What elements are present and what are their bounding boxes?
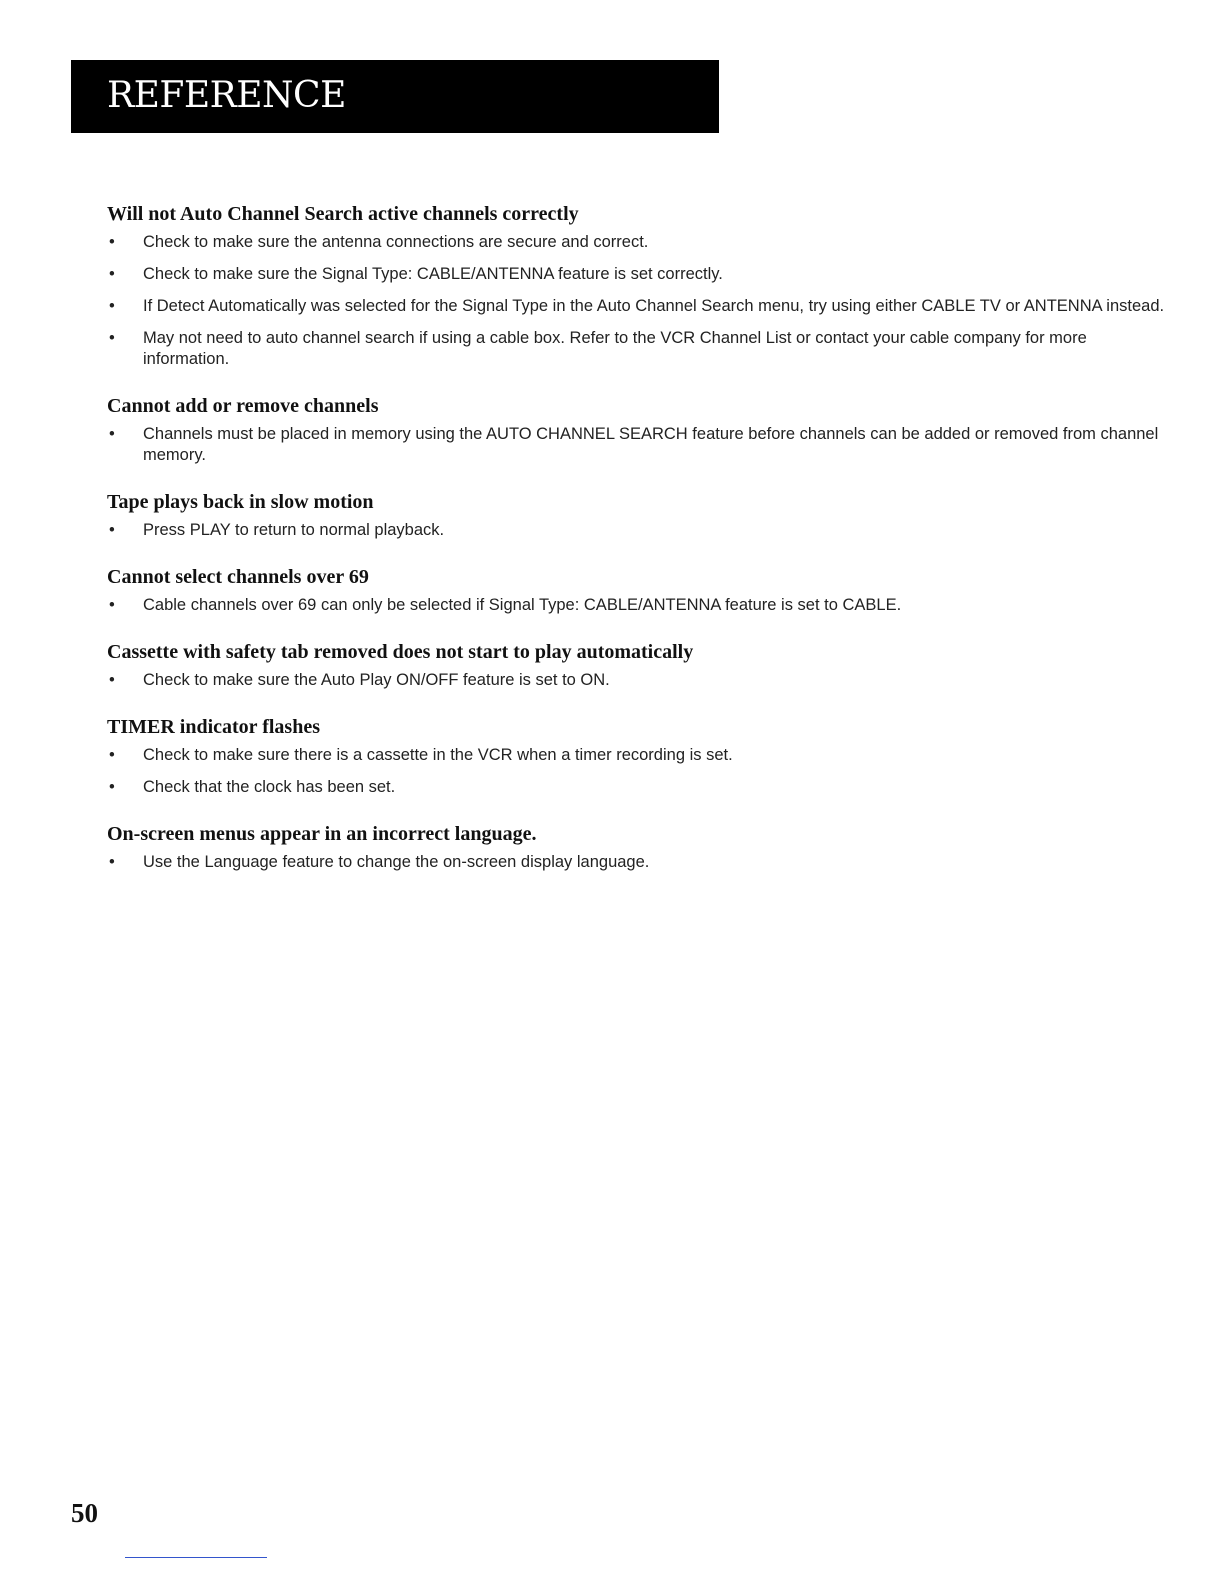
bullet-list	[107, 595, 1167, 616]
list-item-text: Check to make sure there is a cassette in the VCR when a timer recording is set.	[143, 746, 733, 764]
troubleshooting-section	[107, 712, 1167, 798]
list-item	[107, 520, 1167, 541]
list-item	[107, 745, 1167, 766]
list-item-text: Check to make sure the Auto Play ON/OFF feature is set to ON.	[143, 671, 610, 689]
bullet-icon: •	[109, 596, 115, 614]
bullet-icon: •	[109, 521, 115, 539]
bullet-icon: •	[109, 853, 115, 871]
list-item	[107, 264, 1167, 285]
bullet-list	[107, 670, 1167, 691]
bullet-icon: •	[109, 233, 115, 251]
list-item	[107, 595, 1167, 616]
bullet-icon: •	[109, 329, 115, 347]
link-underline	[125, 1557, 267, 1558]
section-heading: Will not Auto Channel Search active channels correctly	[107, 203, 579, 225]
section-heading: Cassette with safety tab removed does not start to play automatically	[107, 641, 694, 663]
bullet-icon: •	[109, 671, 115, 689]
bullet-icon: •	[109, 778, 115, 796]
list-item	[107, 852, 1167, 873]
section-heading: Cannot select channels over 69	[107, 566, 369, 588]
bullet-list	[107, 424, 1167, 466]
page-number: 50	[71, 1498, 98, 1528]
bullet-list	[107, 852, 1167, 873]
bullet-icon: •	[109, 265, 115, 283]
section-heading: Tape plays back in slow motion	[107, 491, 374, 513]
list-item-text: Channels must be placed in memory using the AUTO CHANNEL SEARCH feature before channels can be added or removed from channel memory.	[143, 425, 1159, 464]
section-heading: TIMER indicator flashes	[107, 716, 320, 738]
troubleshooting-content	[107, 199, 1167, 894]
list-item-text: Check that the clock has been set.	[143, 778, 396, 796]
bullet-icon: •	[109, 746, 115, 764]
list-item-text: Press PLAY to return to normal playback.	[143, 521, 445, 539]
list-item-text: Check to make sure the antenna connections are secure and correct.	[143, 233, 649, 251]
troubleshooting-section	[107, 819, 1167, 873]
troubleshooting-section	[107, 391, 1167, 466]
list-item	[107, 424, 1167, 466]
troubleshooting-section	[107, 199, 1167, 370]
list-item	[107, 232, 1167, 253]
troubleshooting-section	[107, 562, 1167, 616]
list-item-text: Use the Language feature to change the on-screen display language.	[143, 853, 650, 871]
troubleshooting-section	[107, 637, 1167, 691]
list-item-text: May not need to auto channel search if using a cable box. Refer to the VCR Channel List or contact your cable company for more information.	[143, 329, 1087, 368]
list-item	[107, 670, 1167, 691]
list-item-text: Cable channels over 69 can only be selected if Signal Type: CABLE/ANTENNA feature is set to CABLE.	[143, 596, 902, 614]
section-banner	[71, 60, 719, 133]
bullet-list	[107, 745, 1167, 798]
list-item-text: Check to make sure the Signal Type: CABLE/ANTENNA feature is set correctly.	[143, 265, 723, 283]
list-item	[107, 777, 1167, 798]
bullet-icon: •	[109, 425, 115, 443]
page-title: REFERENCE	[107, 75, 346, 116]
bullet-list	[107, 520, 1167, 541]
bullet-icon: •	[109, 297, 115, 315]
troubleshooting-section	[107, 487, 1167, 541]
list-item	[107, 328, 1167, 370]
section-heading: Cannot add or remove channels	[107, 395, 379, 417]
section-heading: On-screen menus appear in an incorrect language.	[107, 823, 537, 845]
list-item	[107, 296, 1167, 317]
list-item-text: If Detect Automatically was selected for the Signal Type in the Auto Channel Search menu, try using either CABLE TV or ANTENNA instead.	[143, 297, 1165, 315]
bullet-list	[107, 232, 1167, 370]
